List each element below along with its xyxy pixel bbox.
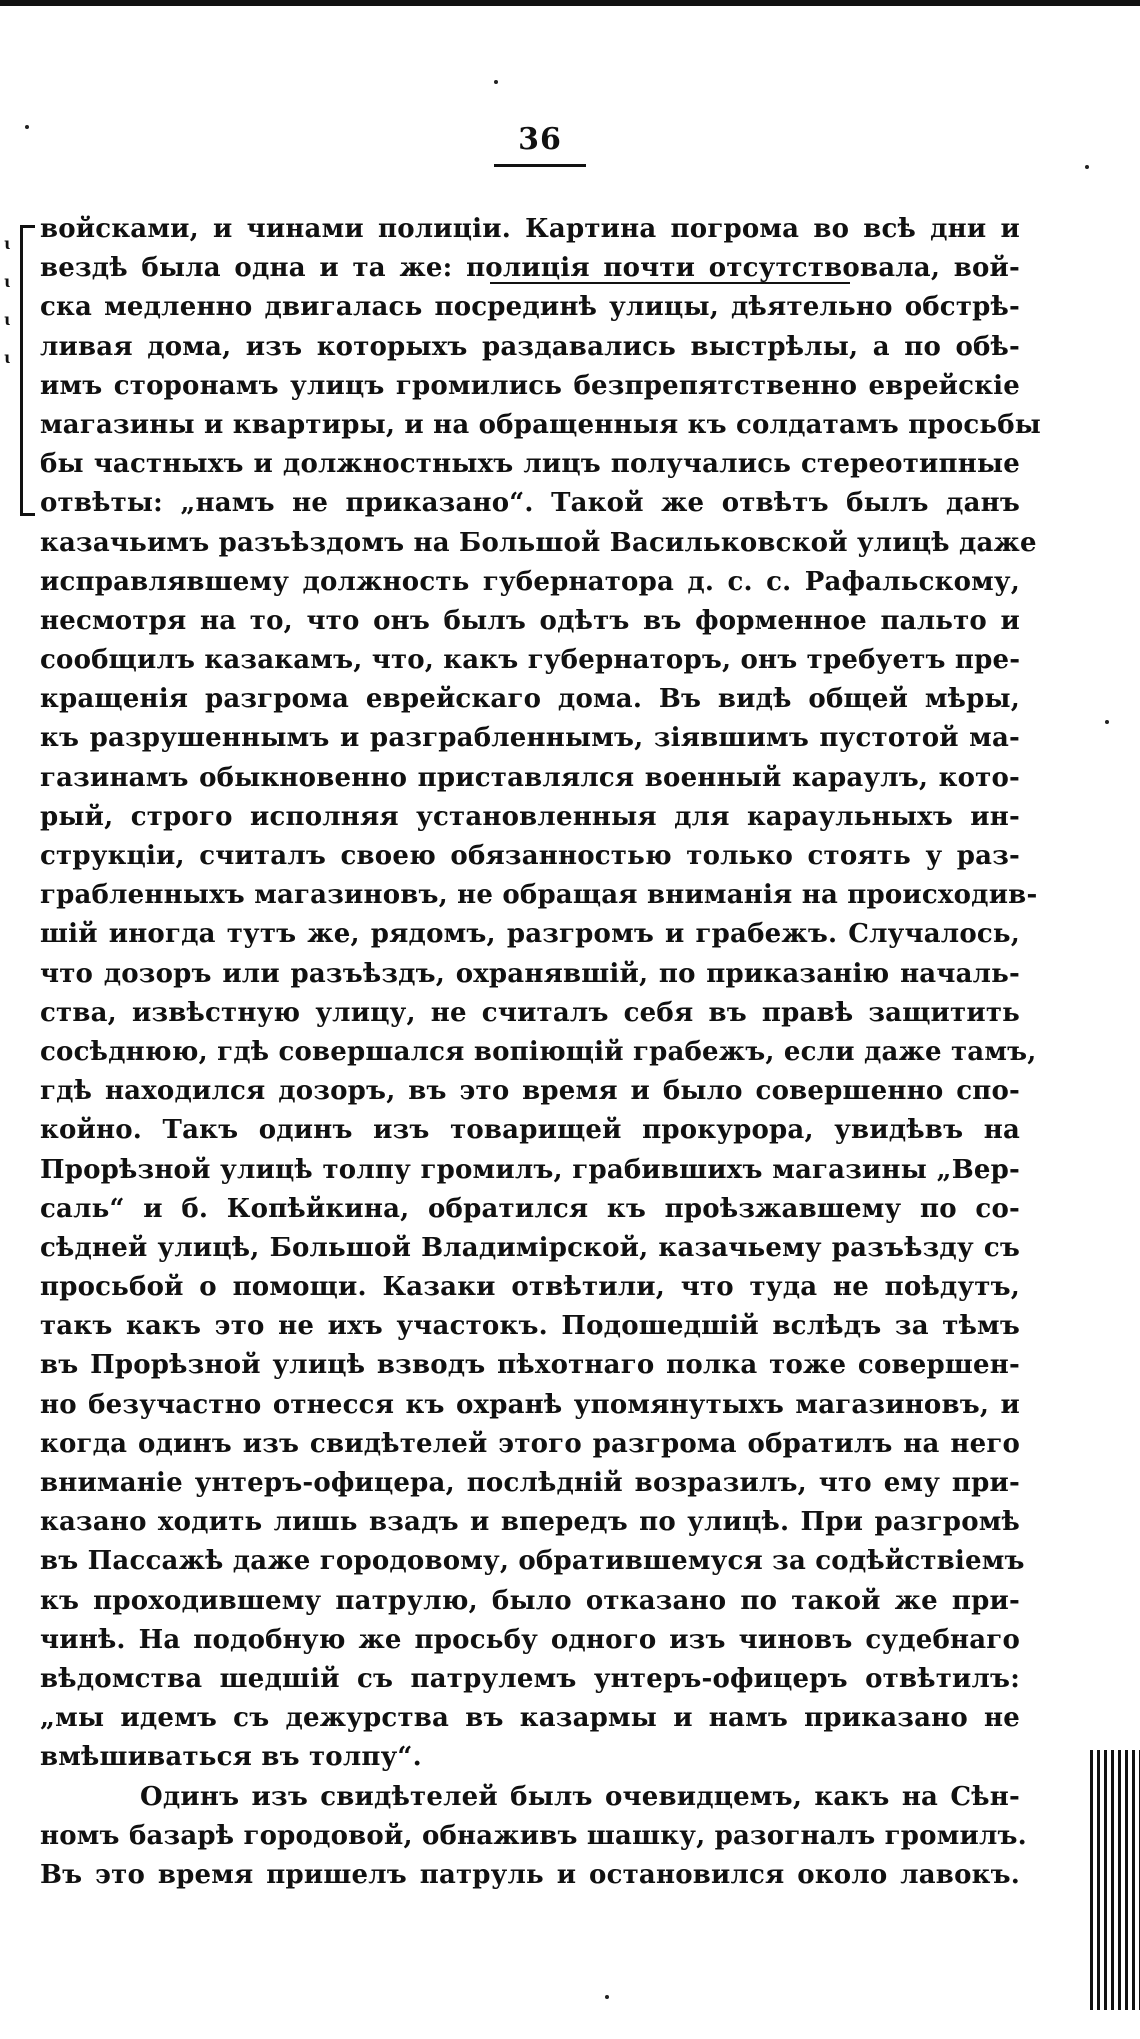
text-line: вмѣшиваться въ толпу“. bbox=[40, 1742, 422, 1773]
margin-mark: ɩ bbox=[4, 272, 11, 291]
text-line: магазины и квартиры, и на обращенныя къ солдатамъ просьбы bbox=[40, 409, 1042, 440]
text-line: въ Пассажѣ даже городовому, обратившемуся за содѣйствіемъ bbox=[40, 1546, 1025, 1577]
text-line: къ разрушеннымъ и разграбленнымъ, зіявшимъ пустотой ма- bbox=[40, 723, 1020, 754]
text-line: ства, извѣстную улицу, не считалъ себя въ правѣ защитить bbox=[40, 997, 1020, 1028]
text-line: несмотря на то, что онъ былъ одѣтъ въ форменное пальто и bbox=[40, 605, 1020, 636]
scan-speck bbox=[1105, 720, 1109, 724]
text-line: чинѣ. На подобную же просьбу одного изъ чиновъ судебнаго bbox=[40, 1624, 1020, 1655]
text-line: имъ сторонамъ улицъ громились безпрепятственно еврейскіе bbox=[40, 370, 1020, 401]
scan-speck bbox=[25, 125, 29, 129]
text-line: отвѣты: „намъ не приказано“. Такой же отвѣтъ былъ данъ bbox=[40, 488, 1020, 519]
text-line: рый, строго исполняя установленныя для караульныхъ ин- bbox=[40, 801, 1020, 832]
paragraph-start-line: Одинъ изъ свидѣтелей былъ очевидцемъ, какъ на Сѣн- bbox=[140, 1781, 1020, 1812]
text-line: Прорѣзной улицѣ толпу громилъ, грабившихъ магазины „Вер- bbox=[40, 1154, 1020, 1185]
scan-top-border bbox=[0, 0, 1140, 6]
text-line: вѣдомства шедшій съ патрулемъ унтеръ-офицеръ отвѣтилъ: bbox=[40, 1663, 1020, 1694]
text-line: койно. Такъ одинъ изъ товарищей прокурора, увидѣвъ на bbox=[40, 1115, 1020, 1146]
text-line: саль“ и б. Копѣйкина, обратился къ проѣзжавшему по со- bbox=[40, 1193, 1020, 1224]
text-line: ливая дома, изъ которыхъ раздавались выстрѣлы, а по обѣ- bbox=[40, 331, 1020, 362]
text-line: номъ базарѣ городовой, обнаживъ шашку, разогналъ громилъ. bbox=[40, 1820, 1027, 1851]
text-line: въ Прорѣзной улицѣ взводъ пѣхотнаго полка тоже совершен- bbox=[40, 1350, 1020, 1381]
scan-edge-artifact bbox=[1090, 1750, 1140, 2010]
text-line: исправлявшему должность губернатора д. с. с. Рафальскому, bbox=[40, 566, 1020, 597]
scan-speck bbox=[605, 1995, 609, 1999]
margin-marks bbox=[4, 225, 16, 377]
page-number-header bbox=[480, 120, 600, 167]
page-number-rule bbox=[494, 164, 586, 167]
text-line: къ проходившему патрулю, было отказано по такой же при- bbox=[40, 1585, 1020, 1616]
text-line: Въ это время пришелъ патруль и остановился около лавокъ. bbox=[40, 1859, 1020, 1890]
text-line: грабленныхъ магазиновъ, не обращая вниманія на происходив- bbox=[40, 880, 1038, 911]
text-line: но безучастно отнесся къ охранѣ упомянутыхъ магазиновъ, и bbox=[40, 1389, 1020, 1420]
scan-speck bbox=[1085, 165, 1089, 169]
page-number: 36 bbox=[518, 122, 562, 157]
text-line: „мы идемъ съ дежурства въ казармы и намъ приказано не bbox=[40, 1703, 1020, 1734]
text-line: казачьимъ разъѣздомъ на Большой Васильковской улицѣ даже bbox=[40, 527, 1037, 558]
text-line: бы частныхъ и должностныхъ лицъ получались стереотипные bbox=[40, 449, 1020, 480]
text-line: когда одинъ изъ свидѣтелей этого разгрома обратилъ на него bbox=[40, 1428, 1020, 1459]
text-line: войсками, и чинами полиціи. Картина погрома во всѣ дни и bbox=[40, 214, 1020, 244]
text-line: казано ходить лишь взадъ и впередъ по улицѣ. При разгромѣ bbox=[40, 1507, 1020, 1538]
text-line: вниманіе унтеръ-офицера, послѣдній возразилъ, что ему при- bbox=[40, 1468, 1020, 1498]
text-line: гдѣ находился дозоръ, въ это время и было совершенно спо- bbox=[40, 1076, 1020, 1107]
body-text bbox=[40, 210, 1042, 1895]
text-line: шій иногда тутъ же, рядомъ, разгромъ и грабежъ. Случалось, bbox=[40, 919, 1020, 950]
text-line: такъ какъ это не ихъ участокъ. Подошедшій вслѣдъ за тѣмъ bbox=[40, 1311, 1020, 1342]
margin-mark: ɩ bbox=[4, 234, 11, 253]
text-line: что дозоръ или разъѣздъ, охранявшій, по приказанію началь- bbox=[40, 958, 1020, 989]
scan-speck bbox=[494, 80, 498, 84]
margin-mark: ɩ bbox=[4, 310, 11, 329]
margin-bracket bbox=[20, 225, 35, 516]
text-line: сосѣднюю, гдѣ совершался вопіющій грабежъ, если даже тамъ, bbox=[40, 1036, 1037, 1067]
text-line: струкціи, считалъ своею обязанностью только стоять у раз- bbox=[40, 841, 1020, 871]
text-line: вездѣ была одна и та же: полиція почти отсутствовала, вой- bbox=[40, 253, 1020, 284]
text-line: просьбой о помощи. Казаки отвѣтили, что туда не поѣдутъ, bbox=[40, 1272, 1020, 1303]
text-line: ска медленно двигалась посрединѣ улицы, дѣятельно обстрѣ- bbox=[40, 292, 1020, 323]
text-line: газинамъ обыкновенно приставлялся военный караулъ, кото- bbox=[40, 762, 1020, 793]
text-line: сѣдней улицѣ, Большой Владимірской, казачьему разъѣзду съ bbox=[40, 1232, 1020, 1263]
text-line: сообщилъ казакамъ, что, какъ губернаторъ, онъ требуетъ пре- bbox=[40, 645, 1021, 676]
margin-mark: ɩ bbox=[4, 348, 11, 367]
text-line: кращенія разгрома еврейскаго дома. Въ видѣ общей мѣры, bbox=[40, 684, 1020, 715]
